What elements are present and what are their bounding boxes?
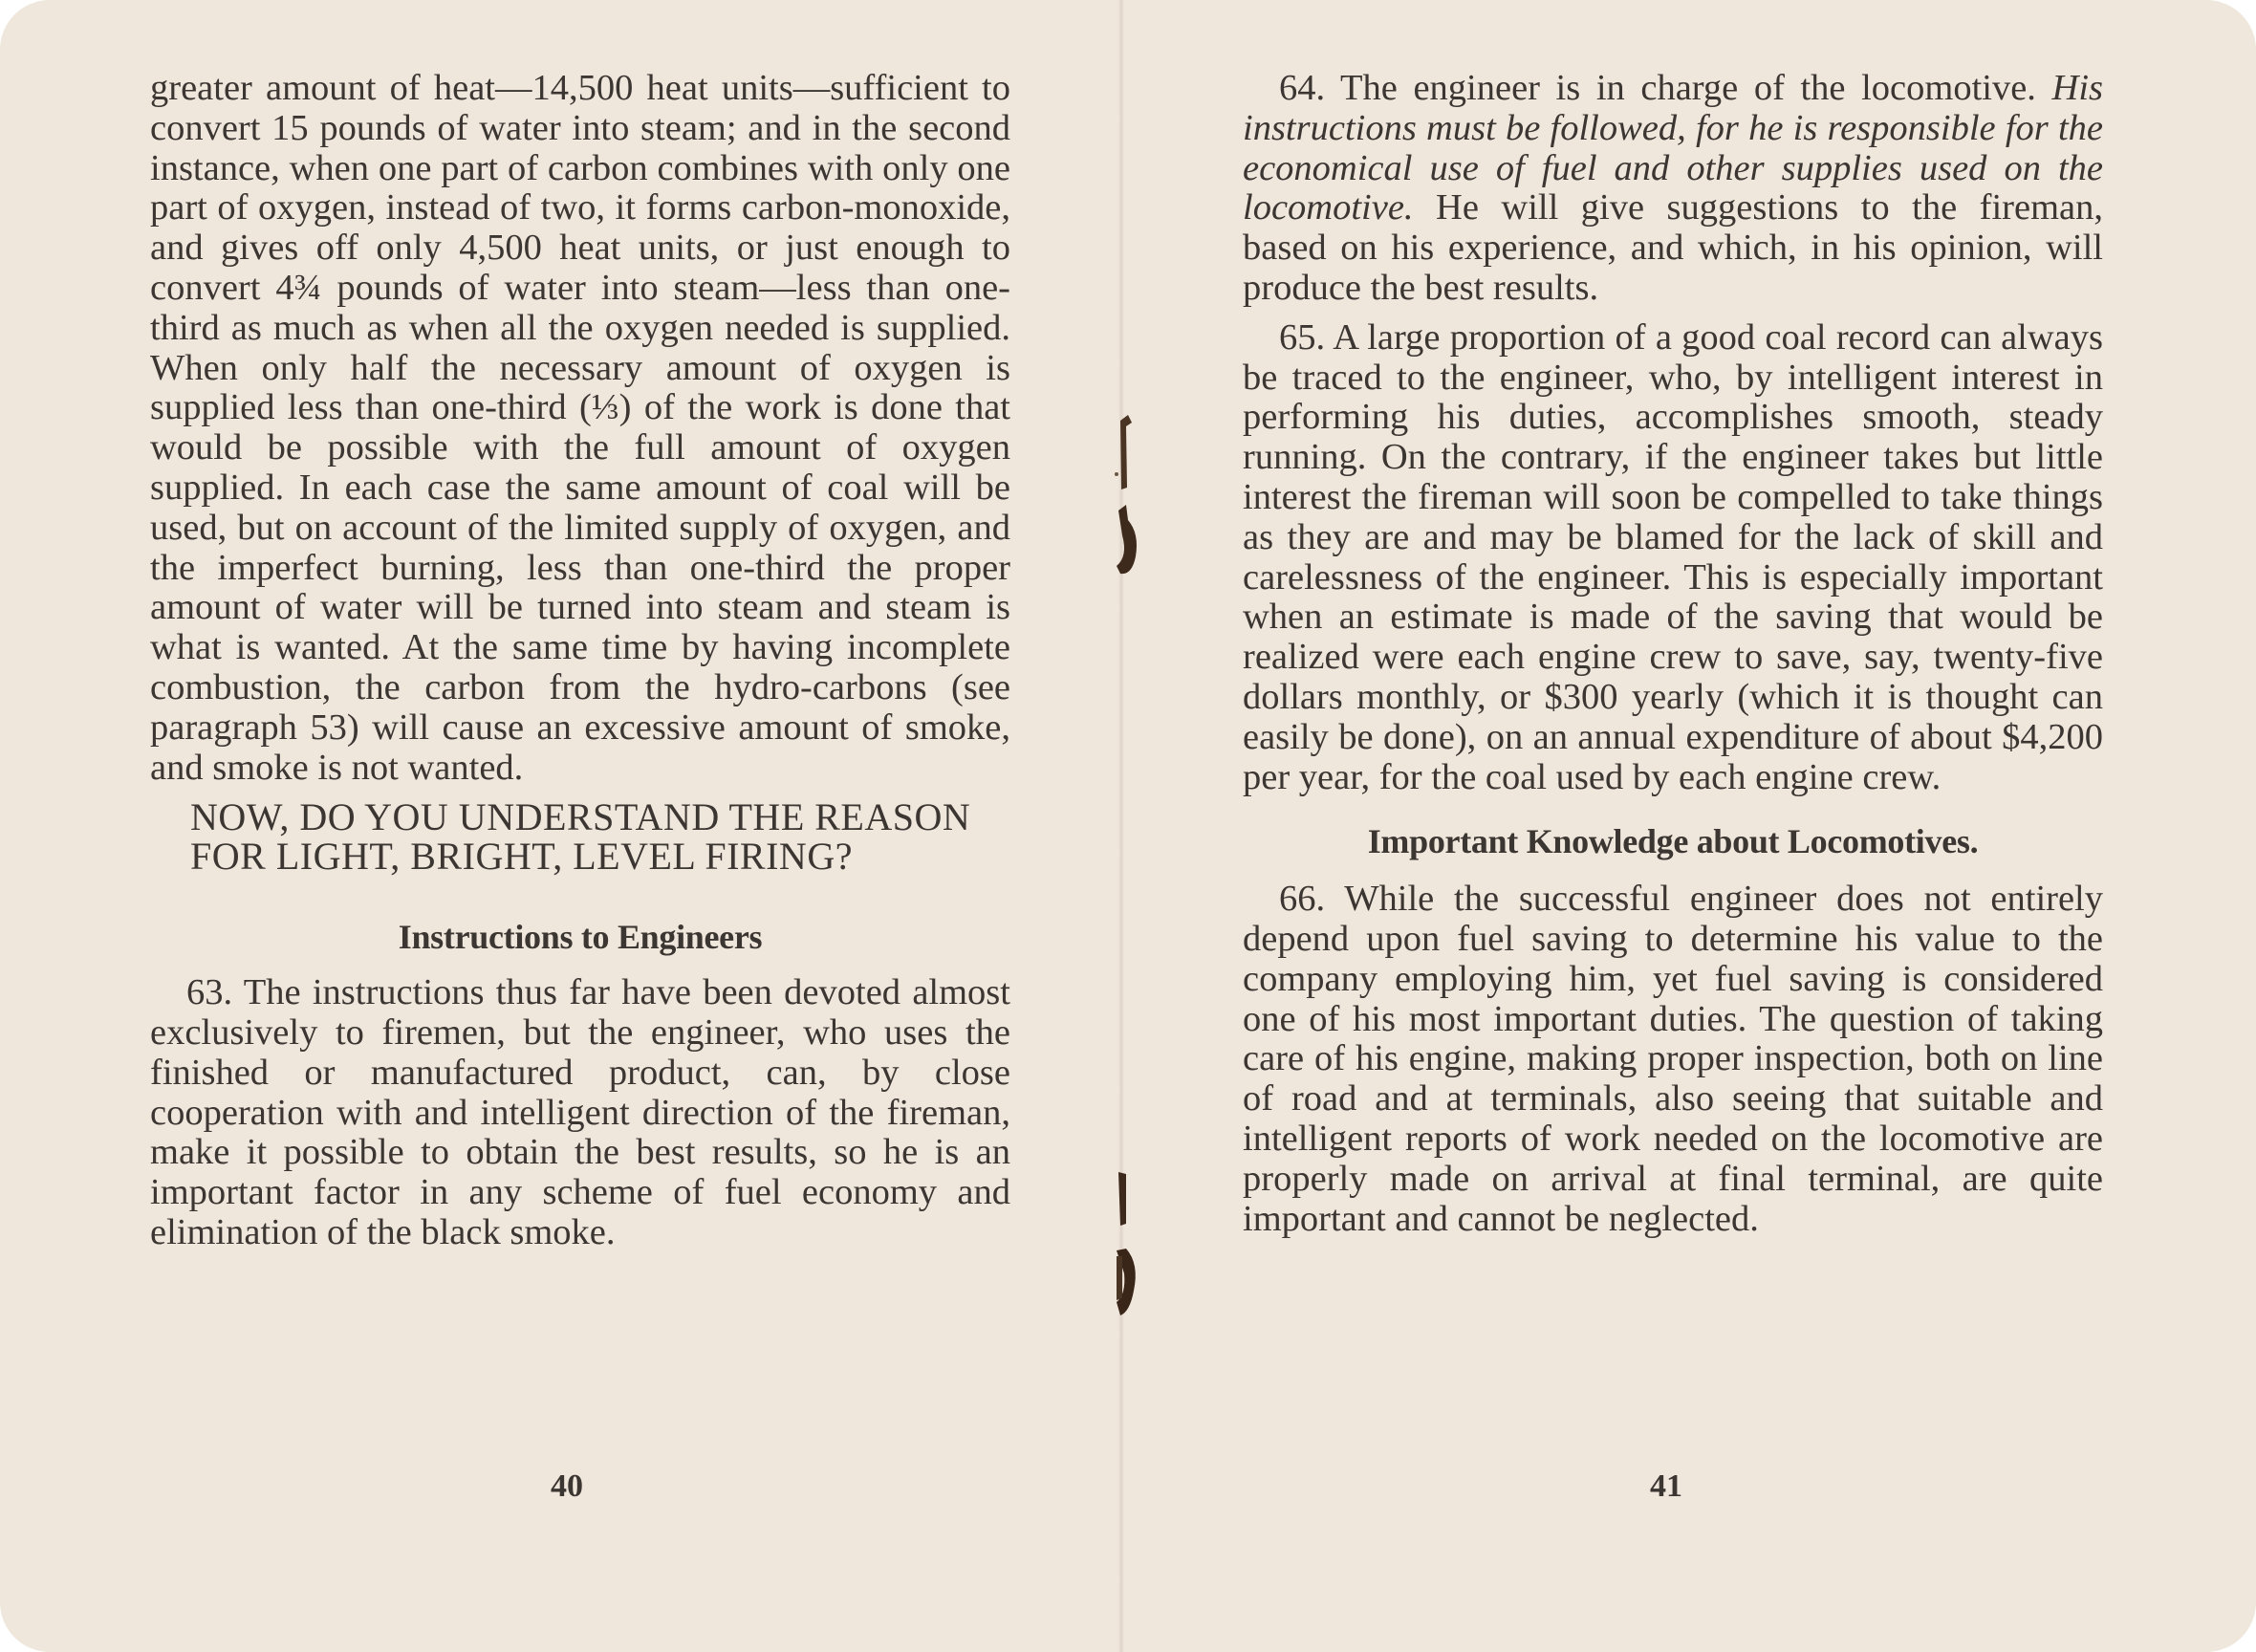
- page-number-left: 40: [551, 1468, 583, 1504]
- paragraph-64-start: 64. The engineer is in charge of the locomotive.: [1279, 68, 2036, 108]
- callout-question: NOW, DO YOU UNDERSTAND THE REASON FOR LIGHT, BRIGHT, LEVEL FIRING?: [190, 795, 971, 879]
- upper-staple-icon: [1107, 413, 1145, 585]
- page-number-right: 41: [1650, 1468, 1682, 1504]
- paragraph-64-italic: His instructions must be followed, for he is responsible for the economical use of fuel and other supplies used on the locomotive.: [1243, 68, 2104, 228]
- left-page: [150, 69, 1010, 1253]
- binding-gutter: [1118, 0, 1124, 1652]
- paragraph-65: 65. A large proportion of a good coal record can always be traced to the engineer, who, by intelligent interest in performing his duties, accomplishes smooth, steady running. On the contrary, if the engineer takes but little interest the fireman will soon be compelled to take things as they are and may be blamed for the lack of skill and carelessness of the engineer. This is especially important when an estimate is made of the saving that would be realized were each engine crew to save, say, twenty-five dollars monthly, or $300 yearly (which it is thought can easily be done), on an annual expenditure of about $4,200 per year, for the coal used by each engine crew.: [1243, 316, 2103, 797]
- section-heading-instructions: Instructions to Engineers: [398, 918, 763, 957]
- paragraph-63: 63. The instructions thus far have been devoted almost exclusively to firemen, but the engineer, who uses the finished or manufactured product, can, by close cooperation with and intelligent direction of the fireman, make it possible to obtain the best results, so he is an important factor in any scheme of fuel economy and elimination of the black smoke.: [150, 972, 1010, 1252]
- paragraph-66: 66. While the successful engineer does not entirely depend upon fuel saving to determine his value to the company employing him, yet fuel saving is considered one of his most important duties. The question of taking care of his engine, making proper inspection, both on line of road and at terminals, also seeing that suitable and intelligent reports of work needed on the locomotive are properly made on arrival at final terminal, are quite important and cannot be neglected.: [1243, 879, 2103, 1239]
- continued-paragraph: greater amount of heat—14,500 heat units—sufficient to convert 15 pounds of water into steam; and in the second instance, when one part of carbon combines with only one part of oxygen, instead of two, it forms carbon-monoxide, and gives off only 4,500 heat units, or just enough to convert 4¾ pounds of water into steam—less than one-third as much as when all the oxygen needed is supplied. When only half the necessary amount of oxygen is supplied less than one-third (⅓) of the work is done that would be possible with the full amount of oxygen supplied. In each case the same amount of coal will be used, but on account of the limited supply of oxygen, and the imperfect burning, less than one-third the proper amount of water will be turned into steam and steam is what is wanted. At the same time by having incomplete combustion, the carbon from the hydro-carbons (see paragraph 53) will cause an excessive amount of smoke, and smoke is not wanted.: [150, 68, 1010, 788]
- right-page: [1243, 69, 2103, 1239]
- lower-staple-icon: [1103, 1168, 1145, 1331]
- paragraph-64: [1243, 69, 2103, 309]
- section-heading-knowledge: Important Knowledge about Locomotives.: [1367, 822, 1979, 861]
- paragraph-64-end: He will give suggestions to the fireman, based on his experience, and which, in his opinion, will produce the best results.: [1243, 187, 2103, 308]
